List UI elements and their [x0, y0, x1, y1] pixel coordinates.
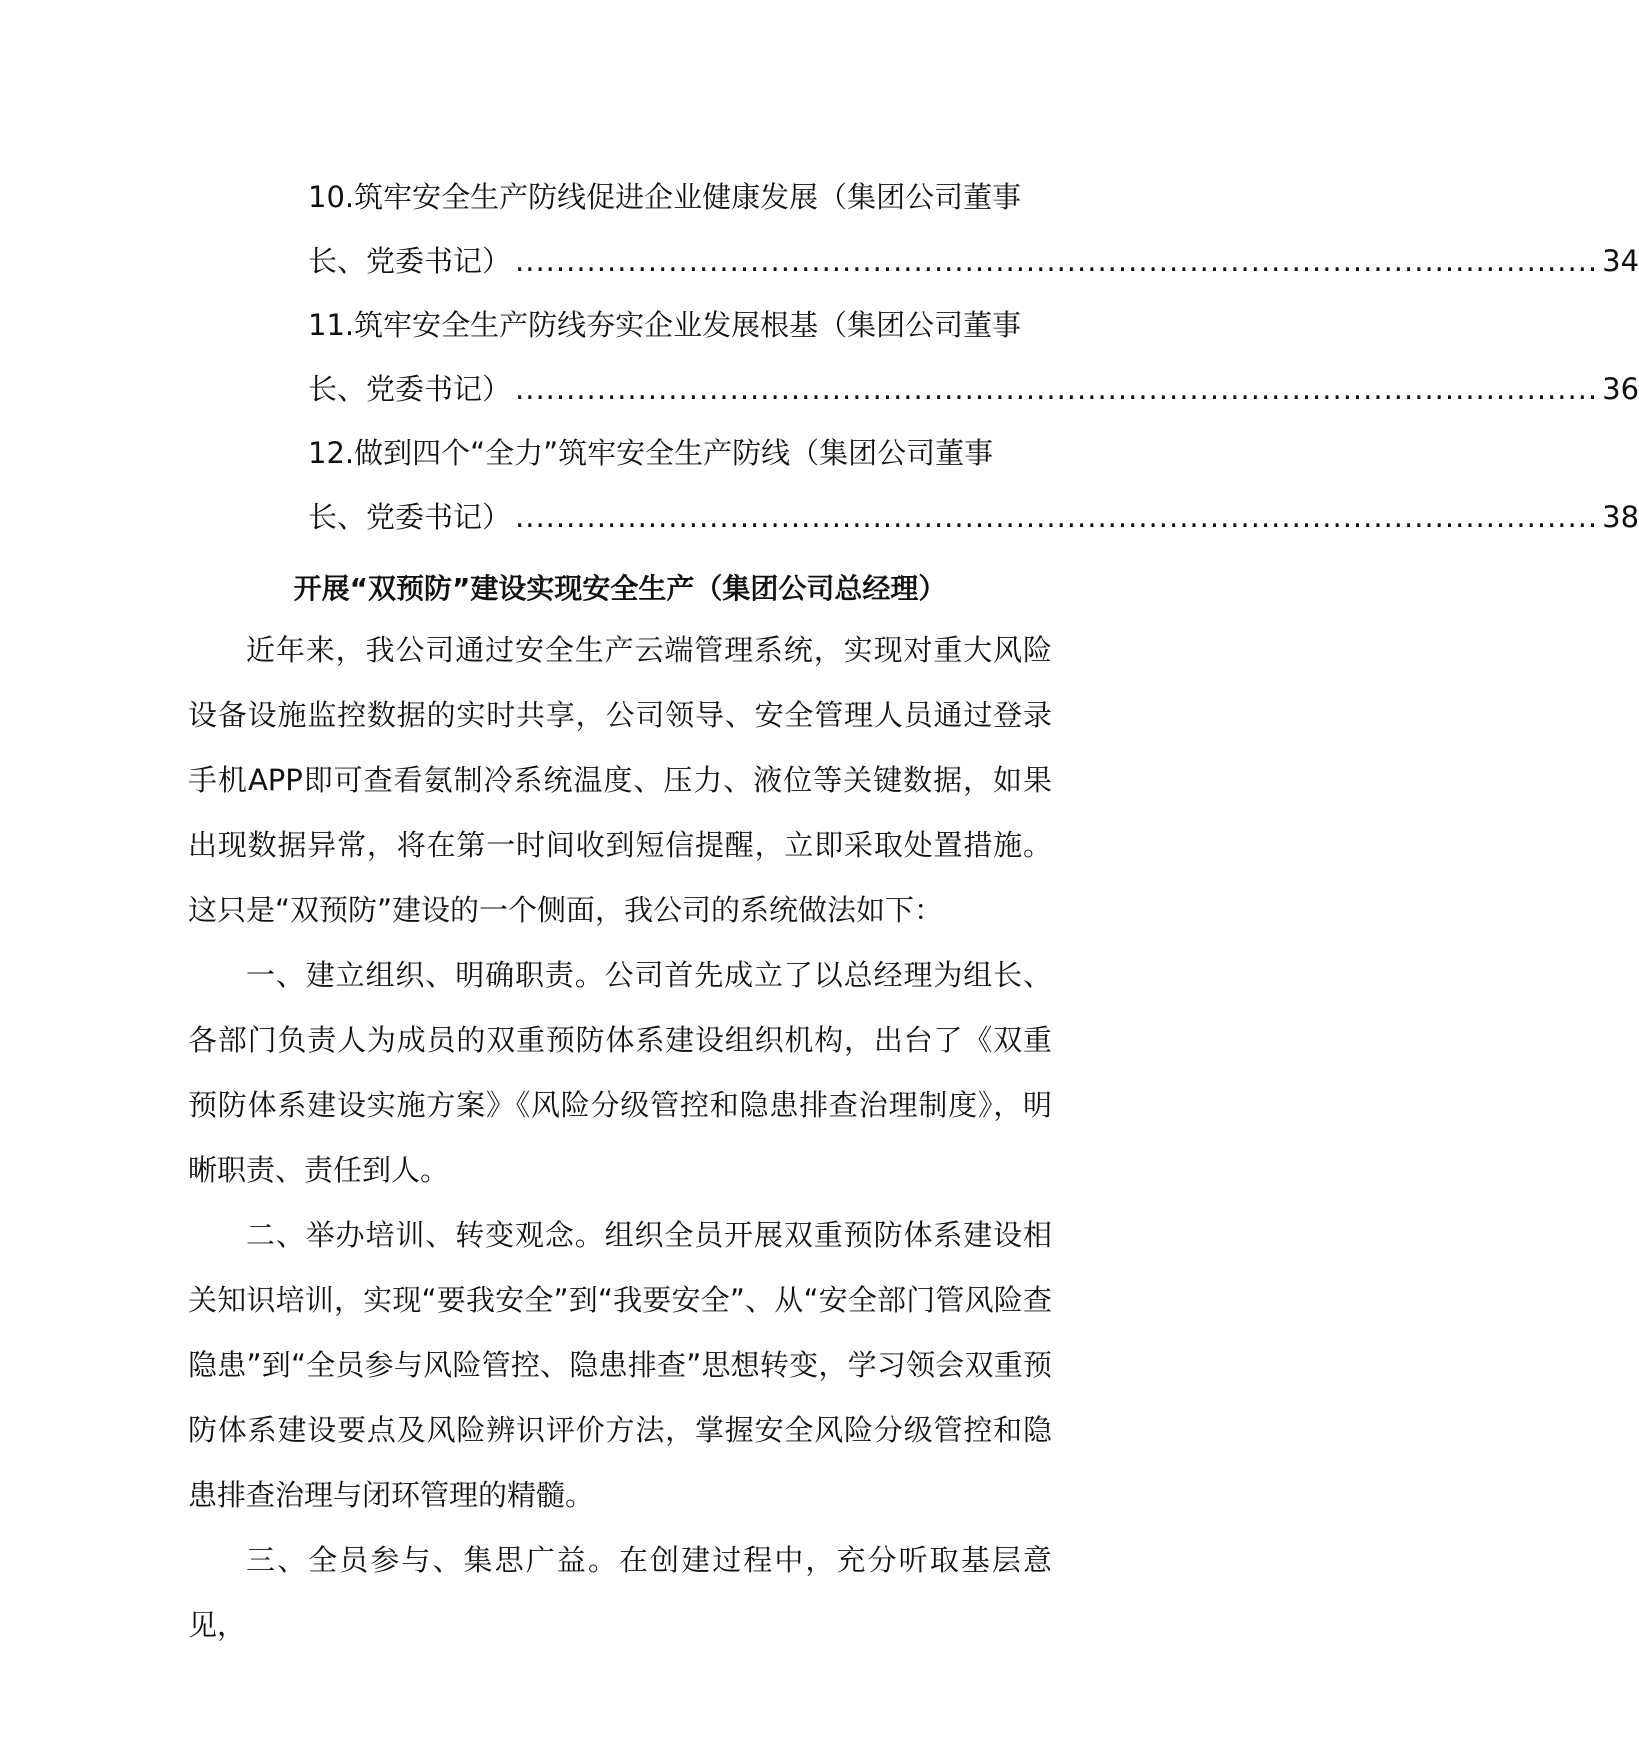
toc-entry-page: 34 [1602, 244, 1639, 278]
toc-entry-page: 36 [1602, 372, 1639, 406]
toc-entry-title-tail: 长、党委书记） [308, 372, 512, 406]
toc-entry-title: 12.做到四个“全力”筑牢安全生产防线（集团公司董事 [308, 436, 994, 470]
toc-entry-title: 11.筑牢安全生产防线夯实企业发展根基（集团公司董事 [308, 308, 1022, 342]
body-paragraph: 三、全员参与、集思广益。在创建过程中，充分听取基层意见， [188, 1543, 1052, 1642]
body-paragraph: 二、举办培训、转变观念。组织全员开展双重预防体系建设相关知识培训，实现“要我安全”到“我要安全”、从“安全部门管风险查隐患”到“全员参与风险管控、隐患排查”思想转变，学习领会双重预防体系建设要点及风险辨识评价方法，掌握安全风险分级管控和隐患排查治理与闭环管理的精髓。 [188, 1218, 1052, 1512]
table-of-contents [308, 165, 1639, 549]
toc-entry-title: 10.筑牢安全生产防线促进企业健康发展（集团公司董事 [308, 180, 1022, 214]
body-paragraph: 一、建立组织、明确职责。公司首先成立了以总经理为组长、各部门负责人为成员的双重预防体系建设组织机构，出台了《双重预防体系建设实施方案》《风险分级管控和隐患排查治理制度》，明晰职责、责任到人。 [188, 958, 1052, 1187]
toc-leader-dots: .......................................................................................................... [515, 500, 1599, 534]
body-paragraph: 近年来，我公司通过安全生产云端管理系统，实现对重大风险设备设施监控数据的实时共享，公司领导、安全管理人员通过登录手机APP即可查看氨制冷系统温度、压力、液位等关键数据，如果出现数据异常，将在第一时间收到短信提醒，立即采取处置措施。这只是“双预防”建设的一个侧面，我公司的系统做法如下： [188, 633, 1052, 927]
toc-leader-dots: .......................................................................................................... [515, 244, 1599, 278]
section-heading: 开展“双预防”建设实现安全生产（集团公司总经理） [293, 572, 947, 605]
toc-entry-page: 38 [1602, 500, 1639, 534]
toc-entry-title-tail: 长、党委书记） [308, 244, 512, 278]
toc-leader-dots: .......................................................................................................... [515, 372, 1599, 406]
toc-entry[interactable] [308, 421, 1639, 549]
toc-entry-title-tail: 长、党委书记） [308, 500, 512, 534]
article-body [188, 618, 1052, 1658]
toc-entry[interactable] [308, 165, 1639, 293]
toc-entry[interactable] [308, 293, 1639, 421]
